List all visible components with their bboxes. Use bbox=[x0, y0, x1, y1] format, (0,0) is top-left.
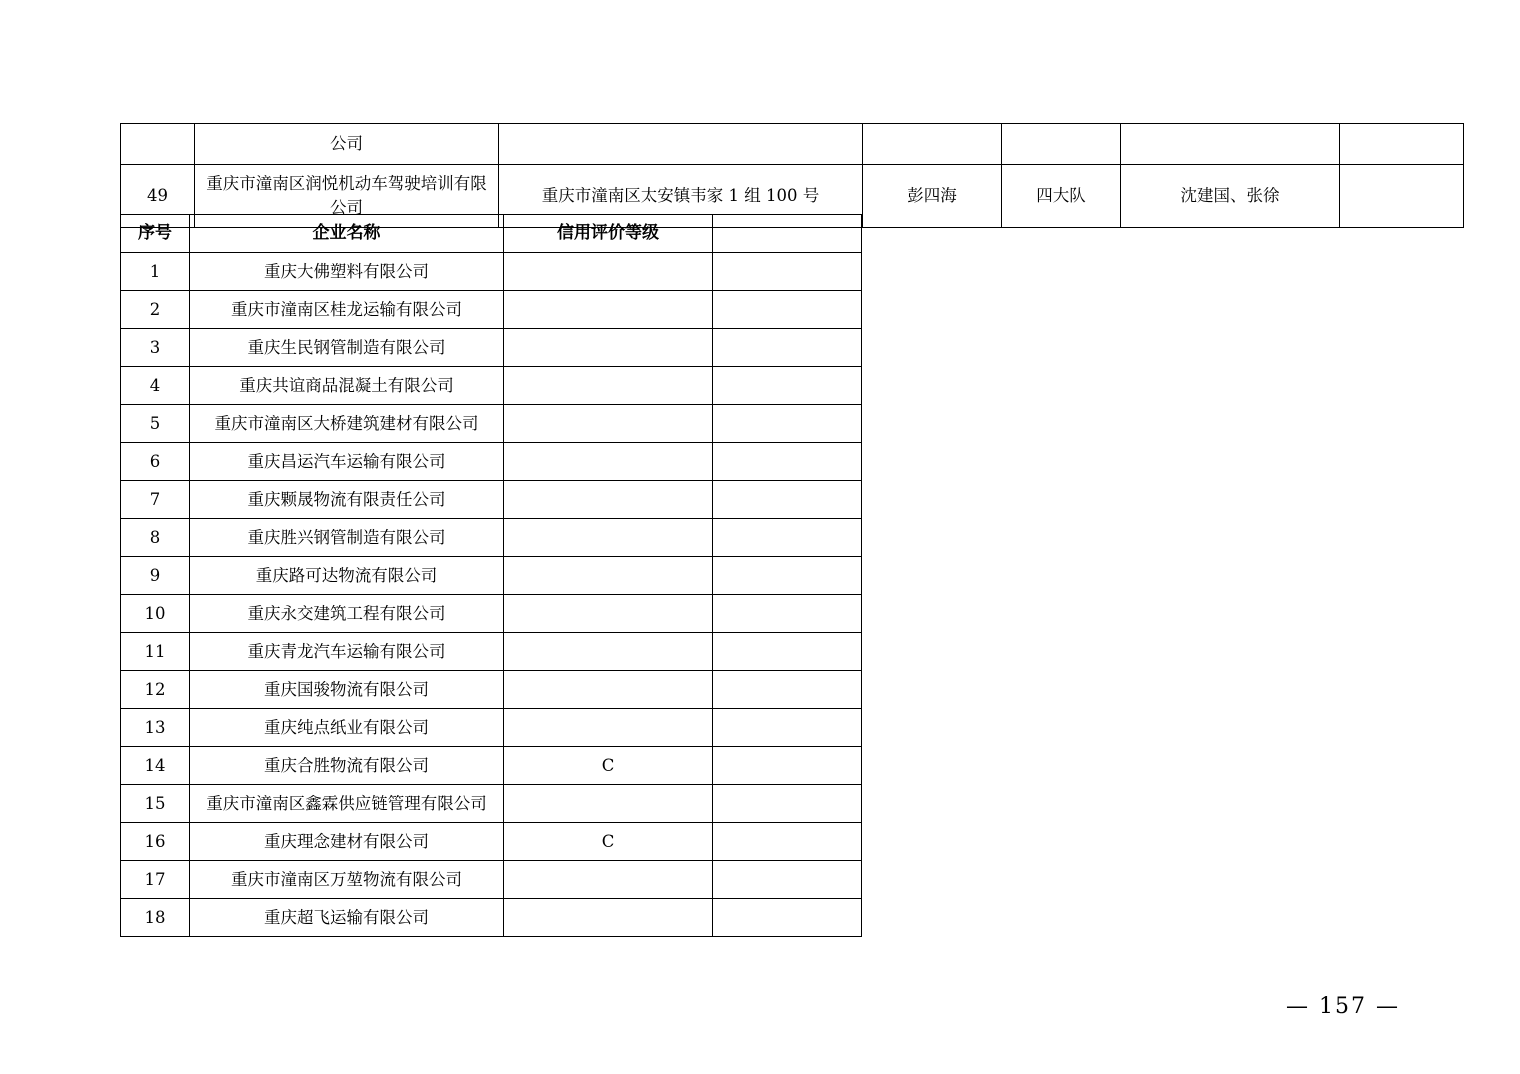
cell-credit-grade bbox=[504, 519, 713, 557]
header-seq: 序号 bbox=[121, 215, 190, 253]
cell-blank bbox=[713, 253, 862, 291]
cell-credit-grade bbox=[504, 443, 713, 481]
table-row bbox=[121, 124, 1464, 165]
table-row bbox=[121, 519, 862, 557]
cell-extra bbox=[1340, 124, 1464, 165]
cell-credit-grade: C bbox=[504, 823, 713, 861]
table-row bbox=[121, 899, 862, 937]
table-row bbox=[121, 747, 862, 785]
cell-credit-grade bbox=[504, 671, 713, 709]
cell-blank bbox=[713, 367, 862, 405]
cell-blank bbox=[713, 709, 862, 747]
cell-credit-grade bbox=[504, 481, 713, 519]
cell-address: 重庆市潼南区太安镇韦家 1 组 100 号 bbox=[499, 165, 863, 228]
cell-enterprise-name: 重庆青龙汽车运输有限公司 bbox=[190, 633, 504, 671]
cell-seq: 6 bbox=[121, 443, 190, 481]
cell-enterprise-name: 重庆市潼南区万堃物流有限公司 bbox=[190, 861, 504, 899]
cell-blank bbox=[713, 519, 862, 557]
cell-blank bbox=[713, 443, 862, 481]
cell-credit-grade bbox=[504, 329, 713, 367]
cell-enterprise-name: 重庆市潼南区桂龙运输有限公司 bbox=[190, 291, 504, 329]
cell-blank bbox=[713, 329, 862, 367]
cell-credit-grade bbox=[504, 405, 713, 443]
cell-blank bbox=[713, 557, 862, 595]
table-row bbox=[121, 595, 862, 633]
table-row bbox=[121, 823, 862, 861]
cell-enterprise-name: 重庆合胜物流有限公司 bbox=[190, 747, 504, 785]
cell-seq: 49 bbox=[121, 165, 195, 228]
table-row bbox=[121, 253, 862, 291]
cell-enterprise-name: 公司 bbox=[195, 124, 499, 165]
cell-seq: 2 bbox=[121, 291, 190, 329]
header-enterprise-name: 企业名称 bbox=[190, 215, 504, 253]
cell-seq: 12 bbox=[121, 671, 190, 709]
cell-seq: 8 bbox=[121, 519, 190, 557]
cell-seq: 4 bbox=[121, 367, 190, 405]
cell-inspectors: 沈建国、张徐 bbox=[1121, 165, 1340, 228]
cell-credit-grade bbox=[504, 861, 713, 899]
credit-rating-table bbox=[120, 214, 862, 937]
cell-credit-grade bbox=[504, 899, 713, 937]
continuation-table bbox=[120, 123, 1464, 228]
cell-credit-grade bbox=[504, 633, 713, 671]
cell-blank bbox=[713, 823, 862, 861]
cell-credit-grade bbox=[504, 367, 713, 405]
cell-blank bbox=[713, 405, 862, 443]
cell-enterprise-name: 重庆大佛塑料有限公司 bbox=[190, 253, 504, 291]
table-row bbox=[121, 291, 862, 329]
cell-credit-grade bbox=[504, 709, 713, 747]
cell-enterprise-name: 重庆市潼南区润悦机动车驾驶培训有限公司 bbox=[195, 165, 499, 228]
table-row bbox=[121, 557, 862, 595]
cell-credit-grade bbox=[504, 253, 713, 291]
cell-credit-grade bbox=[504, 557, 713, 595]
cell-blank bbox=[713, 747, 862, 785]
cell-enterprise-name: 重庆颗晟物流有限责任公司 bbox=[190, 481, 504, 519]
table-row bbox=[121, 709, 862, 747]
cell-blank bbox=[713, 595, 862, 633]
cell-team bbox=[1002, 124, 1121, 165]
cell-extra bbox=[1340, 165, 1464, 228]
cell-blank bbox=[713, 291, 862, 329]
table-row bbox=[121, 405, 862, 443]
cell-blank bbox=[713, 899, 862, 937]
cell-enterprise-name: 重庆市潼南区鑫霖供应链管理有限公司 bbox=[190, 785, 504, 823]
cell-credit-grade bbox=[504, 785, 713, 823]
cell-enterprise-name: 重庆生民钢管制造有限公司 bbox=[190, 329, 504, 367]
cell-seq: 11 bbox=[121, 633, 190, 671]
cell-person: 彭四海 bbox=[863, 165, 1002, 228]
cell-seq: 15 bbox=[121, 785, 190, 823]
page-number: — 157 — bbox=[1286, 994, 1400, 1019]
table-row bbox=[121, 329, 862, 367]
cell-seq: 10 bbox=[121, 595, 190, 633]
table-row bbox=[121, 671, 862, 709]
cell-enterprise-name: 重庆国骏物流有限公司 bbox=[190, 671, 504, 709]
cell-enterprise-name: 重庆永交建筑工程有限公司 bbox=[190, 595, 504, 633]
cell-seq: 14 bbox=[121, 747, 190, 785]
cell-enterprise-name: 重庆超飞运输有限公司 bbox=[190, 899, 504, 937]
header-blank bbox=[713, 215, 862, 253]
cell-blank bbox=[713, 633, 862, 671]
cell-seq: 3 bbox=[121, 329, 190, 367]
cell-credit-grade bbox=[504, 291, 713, 329]
cell-seq bbox=[121, 124, 195, 165]
table-row bbox=[121, 633, 862, 671]
cell-address bbox=[499, 124, 863, 165]
cell-blank bbox=[713, 481, 862, 519]
cell-enterprise-name: 重庆共谊商品混凝土有限公司 bbox=[190, 367, 504, 405]
cell-person bbox=[863, 124, 1002, 165]
cell-seq: 9 bbox=[121, 557, 190, 595]
cell-enterprise-name: 重庆路可达物流有限公司 bbox=[190, 557, 504, 595]
cell-enterprise-name: 重庆昌运汽车运输有限公司 bbox=[190, 443, 504, 481]
cell-blank bbox=[713, 671, 862, 709]
cell-blank bbox=[713, 861, 862, 899]
table-header-row bbox=[121, 215, 862, 253]
header-credit-grade: 信用评价等级 bbox=[504, 215, 713, 253]
cell-enterprise-name: 重庆理念建材有限公司 bbox=[190, 823, 504, 861]
table-row bbox=[121, 481, 862, 519]
cell-seq: 5 bbox=[121, 405, 190, 443]
cell-enterprise-name: 重庆市潼南区大桥建筑建材有限公司 bbox=[190, 405, 504, 443]
table-row bbox=[121, 861, 862, 899]
cell-seq: 13 bbox=[121, 709, 190, 747]
cell-inspectors bbox=[1121, 124, 1340, 165]
table-row bbox=[121, 443, 862, 481]
cell-team: 四大队 bbox=[1002, 165, 1121, 228]
cell-seq: 17 bbox=[121, 861, 190, 899]
cell-enterprise-name: 重庆纯点纸业有限公司 bbox=[190, 709, 504, 747]
cell-seq: 18 bbox=[121, 899, 190, 937]
cell-seq: 16 bbox=[121, 823, 190, 861]
table-row bbox=[121, 367, 862, 405]
cell-seq: 7 bbox=[121, 481, 190, 519]
table-row bbox=[121, 785, 862, 823]
cell-credit-grade: C bbox=[504, 747, 713, 785]
cell-seq: 1 bbox=[121, 253, 190, 291]
cell-credit-grade bbox=[504, 595, 713, 633]
cell-enterprise-name: 重庆胜兴钢管制造有限公司 bbox=[190, 519, 504, 557]
cell-blank bbox=[713, 785, 862, 823]
